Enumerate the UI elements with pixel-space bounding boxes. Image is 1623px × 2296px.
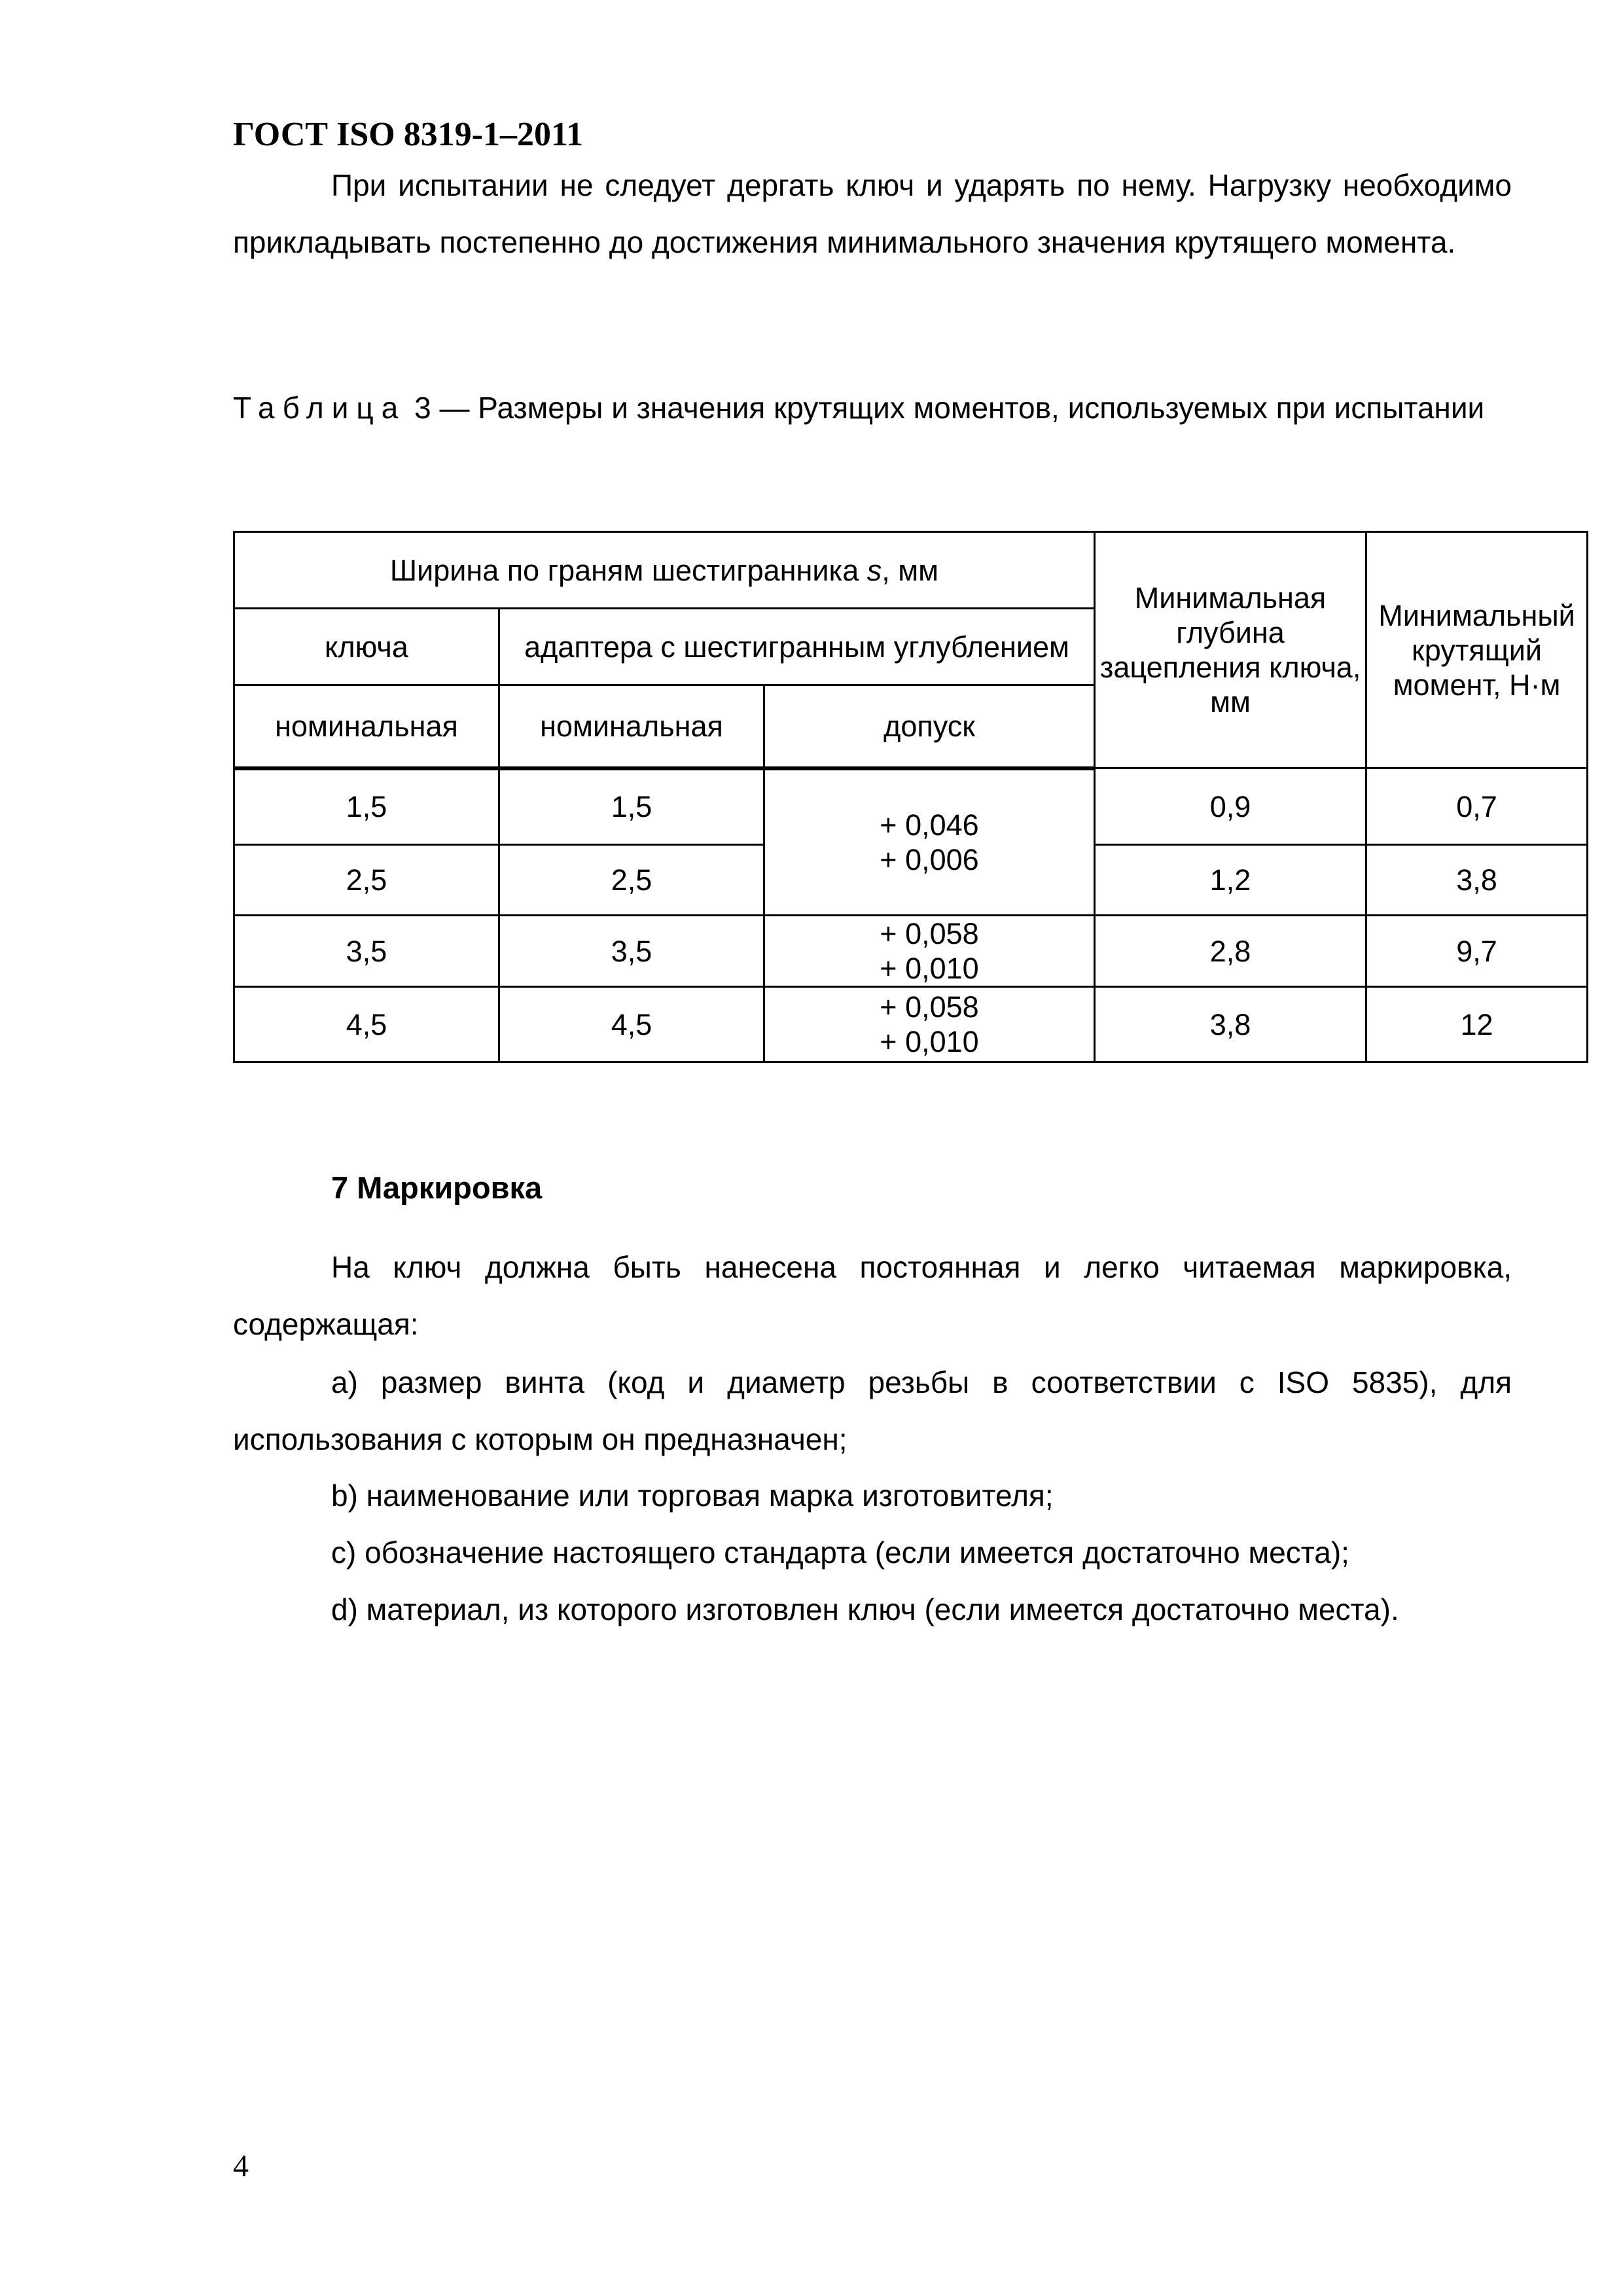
list-item: d) материал, из которого изготовлен ключ (если имеется достаточно места). [331,1592,1399,1626]
header-tolerance: допуск [764,685,1095,768]
header-key-nominal: номинальная [234,685,499,768]
cell-depth: 2,8 [1095,916,1366,987]
cell-tolerance: + 0,046 + 0,006 [764,768,1095,916]
cell-key: 3,5 [234,916,499,987]
cell-adapter: 4,5 [499,987,764,1062]
document-header: ГОСТ ISO 8319-1–2011 [233,116,584,153]
table-group-header: Ширина по граням шестигранника s, мм [234,532,1095,609]
cell-torque: 3,8 [1366,845,1588,916]
cell-key: 2,5 [234,845,499,916]
cell-key: 1,5 [234,768,499,845]
list-item: b) наименование или торговая марка изготовителя; [331,1479,1054,1513]
section-paragraph: На ключ должна быть нанесена постоянная и легко читаемая маркировка, содержащая: [233,1250,1512,1341]
cell-tolerance: + 0,058 + 0,010 [764,987,1095,1062]
table-row [234,768,1588,845]
cell-depth: 3,8 [1095,987,1366,1062]
table-caption [233,380,1512,437]
section-heading: 7 Маркировка [331,1170,543,1205]
cell-depth: 1,2 [1095,845,1366,916]
cell-adapter: 2,5 [499,845,764,916]
list-item: c) обозначение настоящего стандарта (если имеется достаточно места); [331,1535,1349,1570]
table-caption-prefix: Таблица [233,391,406,425]
header-depth: Минимальная глубина зацепления ключа, мм [1095,532,1366,768]
list-item: a) размер винта (код и диаметр резьбы в соответствии с ISO 5835), для использования с которым он предназначен; [233,1365,1512,1456]
table-caption-text: 3 — Размеры и значения крутящих моментов, используемых при испытании [406,391,1485,425]
header-torque: Минимальный крутящий момент, Н·м [1366,532,1588,768]
page-number: 4 [233,2149,249,2183]
intro-paragraph: При испытании не следует дергать ключ и ударять по нему. Нагрузку необходимо прикладывать постепенно до достижения минимального значения крутящего момента. [233,168,1512,259]
cell-torque: 0,7 [1366,768,1588,845]
table-row [234,987,1588,1062]
cell-adapter: 3,5 [499,916,764,987]
cell-tolerance: + 0,058 + 0,010 [764,916,1095,987]
table-row [234,916,1588,987]
cell-depth: 0,9 [1095,768,1366,845]
cell-torque: 9,7 [1366,916,1588,987]
s-symbol: s [866,553,882,587]
header-key: ключа [234,609,499,685]
dimensions-table [233,531,1588,1063]
cell-adapter: 1,5 [499,768,764,845]
header-adapter-nominal: номинальная [499,685,764,768]
cell-torque: 12 [1366,987,1588,1062]
header-adapter: адаптера с шестигранным углублением [499,609,1095,685]
cell-key: 4,5 [234,987,499,1062]
